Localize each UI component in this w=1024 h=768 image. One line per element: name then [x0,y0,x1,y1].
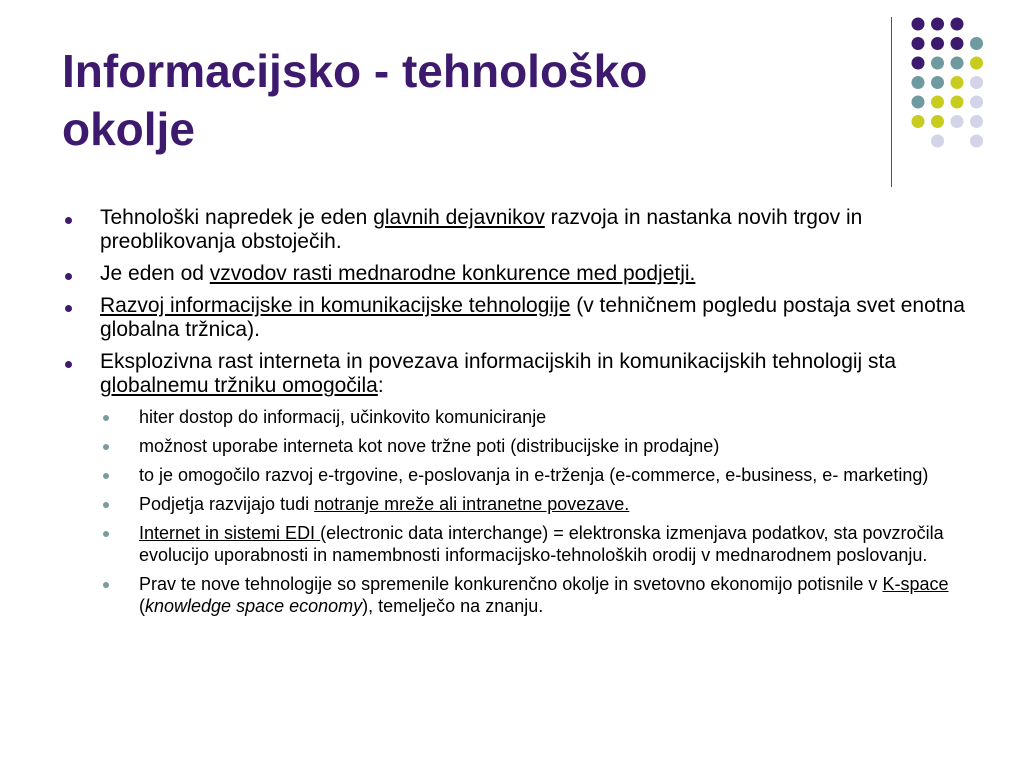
purple-dot [912,57,925,70]
yellow-dot [951,76,964,89]
text-run: (electronic data interchange) = elektronska izmenjava podatkov, sta povzročila evolucijo uporabnosti in namembnosti informacijsko-tehnoloških orodij v mednarodnem poslovanju. [139,523,944,565]
lavender-dot [970,115,983,128]
slide-title-line-2: okolje [62,103,195,155]
text-run: razvoja in nastanka novih trgov in preoblikovanja obstoječih. [100,206,863,253]
text-run: možnost uporabe interneta kot nove tržne poti (distribucijske in prodajne) [139,436,720,456]
yellow-dot [931,115,944,128]
slide-title [62,42,862,158]
lavender-dot [970,135,983,148]
text-run: ( [139,596,145,616]
lavender-dot [951,115,964,128]
lavender-dot [931,135,944,148]
sub-bullet-item [60,464,970,486]
text-run: globalnemu tržniku omogočila [100,374,378,397]
text-run: ), temelječo na znanju. [362,596,544,616]
lavender-dot [970,96,983,109]
lavender-dot [970,76,983,89]
teal-dot [912,96,925,109]
purple-dot [931,37,944,50]
bullet-item [60,206,970,254]
dot-grid-group [912,18,984,148]
purple-dot [951,18,964,31]
yellow-dot [970,57,983,70]
text-run: Podjetja razvijajo tudi [139,494,315,514]
yellow-dot [931,96,944,109]
text-run: (v tehničnem pogledu postaja svet enotna globalna tržnica). [100,294,965,341]
text-run: Internet in sistemi EDI [139,523,321,543]
teal-dot [951,57,964,70]
text-run: hiter dostop do informacij, učinkovito komuniciranje [139,407,547,427]
text-run: Razvoj informacijske in komunikacijske tehnologije [100,294,571,317]
text-run: to je omogočilo razvoj e-trgovine, e-poslovanja in e-trženja (e-commerce, e-business, e- marketing) [139,465,929,485]
text-run: knowledge space economy [145,596,363,616]
text-run: notranje mreže ali intranetne povezave. [314,494,630,514]
teal-dot [931,76,944,89]
decorative-dot-grid [910,16,1006,166]
purple-dot [912,37,925,50]
yellow-dot [912,115,925,128]
text-run: Tehnološki napredek je eden [100,206,374,229]
purple-dot [951,37,964,50]
bullet-item [60,294,970,342]
purple-dot [931,18,944,31]
text-run: : [377,374,384,397]
sub-bullet-item [60,406,970,428]
sub-bullet-item [60,435,970,457]
teal-dot [970,37,983,50]
bullet-item [60,350,970,398]
text-run: Eksplozivna rast interneta in povezava informacijskih in komunikacijskih tehnologij sta [100,350,897,373]
yellow-dot [951,96,964,109]
sub-bullet-item [60,522,970,566]
text-run: K-space [882,574,949,594]
title-divider-line [891,17,892,187]
text-run: vzvodov rasti mednarodne konkurence med podjetji. [209,262,696,285]
sub-bullet-list [60,406,970,617]
sub-bullet-item [60,493,970,515]
purple-dot [912,18,925,31]
teal-dot [931,57,944,70]
sub-bullet-item [60,573,970,617]
text-run: glavnih dejavnikov [373,206,545,229]
bullet-item [60,262,970,286]
slide-body [60,206,970,624]
bullet-list [60,206,970,398]
slide-title-line-1: Informacijsko - tehnološko [62,45,648,97]
text-run: Je eden od [100,262,210,285]
text-run: Prav te nove tehnologije so spremenile konkurenčno okolje in svetovno ekonomijo potisnile v [139,574,883,594]
teal-dot [912,76,925,89]
